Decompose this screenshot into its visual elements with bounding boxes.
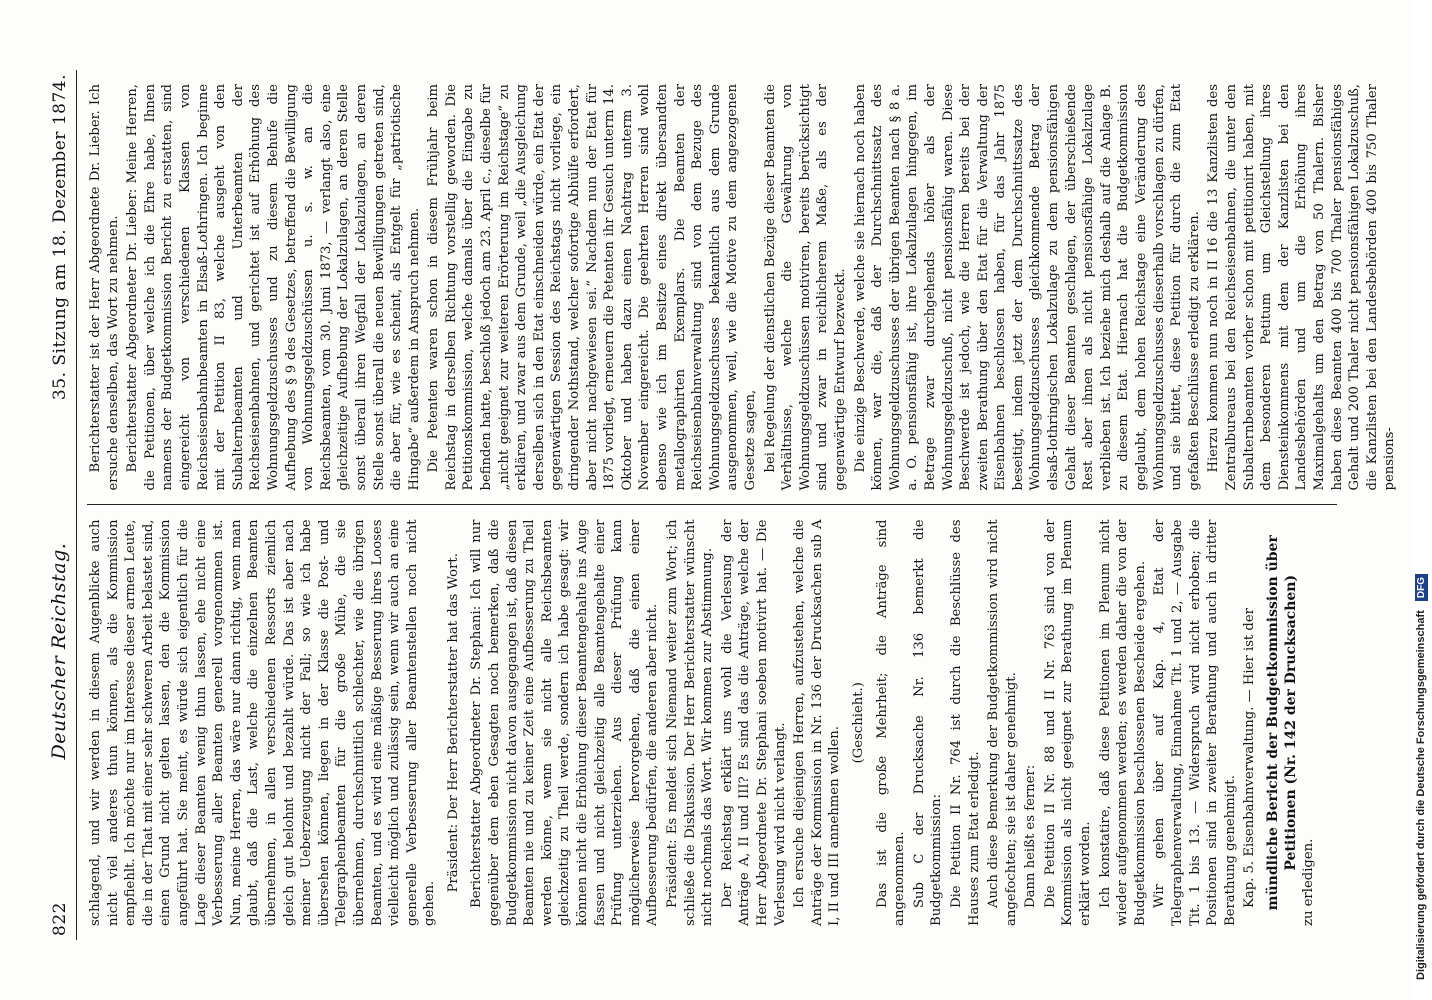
- paragraph: Auch diese Bemerkung der Budgetkommission wird nicht angefochten; sie ist daher genehmigt.: [986, 519, 1019, 926]
- paragraph: (Geschieht.): [850, 682, 866, 764]
- paragraph: Wir gehen über auf Kap. 4, Etat der Telegraphenverwaltung, Einnahme Tit. 1 und 2, — Ausgabe Tit. 1 bis 13. — Widerspruch wird nicht erhoben; die Positionen sind in zweiter Berathung und auch in dritter Berathung genehmigt.: [1152, 519, 1238, 926]
- publication-title: Deutscher Reichstag.: [48, 542, 70, 760]
- paragraph: Die Petenten waren schon in diesem Frühjahr beim Reichstag in derselben Richtung vorstellig geworden. Die Petitionskommission, welche damals über die Eingabe zu befinden hatte, beschloß jedoch am 23. April c., dieselbe für „nicht geeignet zur weiteren Erörterung im Reichstage“ zu erklären, und zwar aus dem Grunde, weil „die Ausgleichung derselben sich in den Etat einschneiden würde, ein Etat der gegenwärtigen Session des Reichstags nicht vorliege, ein dringender Nothstand, welcher sofortige Abhülfe erfordert, aber nicht nachgewiesen sei.“ Nachdem nun der Etat für 1875 vorliegt, erneuern die Petenten ihr Gesuch unterm 14. Oktober und haben dazu einen Nachtrag unterm 3. November eingereicht. Die geehrten Herren sind wohl ebenso wie ich im Besitze eines direkt übersandten metallographirten Exemplars. Die Beamten der Reichseisenbahnverwaltung sind von dem Bezuge des Wohnungsgeldzuschusses bekanntlich aus dem Grunde ausgenommen, weil, wie die Motive zu dem angezogenen Gesetze sagen,: [426, 84, 758, 491]
- paragraph: Der Reichstag erklärt uns wohl die Verlesung der Anträge A, II und III? Es sind das die Anträge, welche der Herr Abgeordnete Dr. Stephani soeben motivirt hat. — Die Verlesung wird nicht verlangt.: [719, 519, 788, 926]
- paragraph: Ich ersuche diejenigen Herren, aufzustehen, welche die Anträge der Kommission in Nr. 136 der Drucksachen sub A I, II und III annehmen wollen.: [792, 519, 843, 926]
- dfg-logo: DFG: [1415, 574, 1428, 601]
- paragraph: mündliche Bericht der Budgetkommission über Petitionen (Nr. 142 der Drucksachen): [1265, 535, 1299, 911]
- paragraph: Die Petition II Nr. 88 und II Nr. 763 sind von der Kommission als nicht geeignet zur Berathung im Plenum erklärt worden.: [1042, 519, 1094, 926]
- paragraph: zu erledigen.: [1301, 838, 1317, 926]
- paragraph: Das ist die große Mehrheit; die Anträge sind angenommen.: [874, 519, 908, 926]
- paragraph: Dann heißt es ferner:: [1023, 764, 1039, 908]
- paragraph: Berichterstatter Abgeordneter Dr. Lieber: Meine Herren, die Petitionen, über welche ich die Ehre habe, Ihnen namens der Budgetkommission Bericht zu erstatten, sind eingereicht von verschiedenen Klassen von Reichseisenbahnbeamten in Elsaß-Lothringen. Ich beginne mit der Petition II 83, welche ausgeht von den Subalternbeamten und Unterbeamten der Reichseisenbahnen, und gerichtet ist auf Erhöhung des Wohnungsgeldzuschusses und zu diesem Behufe die Aufhebung des § 9 des Gesetzes, betreffend die Bewilligung von Wohnungsgeldzuschüssen u. s. w. an die Reichsbeamten, vom 30. Juni 1873, — verlangt also, eine gleichzeitige Aufhebung der Lokalzulagen, an deren Stelle sonst überall ihren Wegfall der Lokalzulagen, an deren Stelle sonst überall die neuen Bewilligungen getreten sind, die aber für, wie es scheint, als Entgelt für „patriotische Hingabe“ außerdem in Anspruch nehmen.: [125, 84, 422, 491]
- session-title: 35. Sitzung am 18. Dezember 1874.: [50, 74, 70, 401]
- paragraph: Die Petition II Nr. 764 ist durch die Beschlüsse des Hauses zum Etat erledigt.: [948, 519, 982, 926]
- paragraph: Berichterstatter Abgeordneter Dr. Stephani: Ich will nur gegenüber dem eben Gesagten noch bemerken, daß die Budgetkommission nicht davon ausgegangen ist, daß diesen Beamten nie und zu keiner Zeit eine Aufbesserung zu Theil werden könne, wenn sie nicht alle Reichsbeamten gleichzeitig zu Theil werde, sondern ich habe gesagt: wir können nicht die Erhöhung dieser Beamtengehalte ins Auge fassen und nicht gleichzeitig alle Beamtengehalte einer Prüfung unterziehen. Aus dieser Prüfung kann möglicherweise hervorgehen, daß die einen einer Aufbesserung bedürfen, die anderen aber nicht.: [469, 519, 661, 926]
- paragraph: Kap. 5. Eisenbahnverwaltung. — Hier ist der: [1242, 608, 1258, 908]
- credit-line: [1411, 20, 1432, 980]
- page-number: 822: [50, 902, 70, 936]
- text-columns: [87, 70, 1398, 940]
- paragraph: bei Regelung der dienstlichen Bezüge dieser Beamten die Verhältnisse, welche die Gewährung von Wohnungsgeldzuschüssen motiviren, bereits berücksichtigt sind und zwar in reichlicherem Maße, als es der gegenwärtige Entwurf bezweckt.: [762, 84, 848, 491]
- left-column: [87, 506, 1337, 941]
- running-head: [48, 70, 77, 940]
- paragraph: Präsident: Es meldet sich Niemand weiter zum Wort; ich schließe die Diskussion. Der Herr Berichterstatter wünscht nicht nochmals das Wort. Wir kommen zur Abstimmung.: [665, 519, 716, 926]
- right-column: [87, 70, 1398, 506]
- paragraph: Die einzige Beschwerde, welche sie hiernach noch haben können, war die, daß der Durchschnittssatz des Wohnungsgeldzuschusses der übrigen Beamten nach § 8 a. a. O. pensionsfähig ist, ihre Lokalzulagen hingegen, im Betrage zwar durchgehends höher als der Wohnungsgeldzuschuß, nicht pensionsfähig waren. Diese Beschwerde ist jedoch, wie die Herren bereits bei der zweiten Berathung über den Etat für die Verwaltung der Eisenbahnen beschlossen haben, für das Jahr 1875 beseitigt, indem jetzt der dem Durchschnittssatze des Wohnungsgeldzuschusses gleichkommende Betrag der elsaß-lothringischen Lokalzulage zu dem pensionsfähigen Gehalt dieser Beamten geschlagen, der überschießende Rest aber ihnen als nicht pensionsfähige Lokalzulage verblieben ist. Ich beziehe mich deshalb auf die Anlage B. zu diesem Etat. Hiernach hat die Budgetkommission geglaubt, dem hohen Reichstage eine Veränderung des Wohnungsgeldzuschusses dieserhalb vorschlagen zu dürfen, und sie bittet, diese Petition für durch die zum Etat gefaßten Beschlüsse erledigt zu erklären.: [852, 84, 1202, 491]
- paragraph: Sub C der Drucksache Nr. 136 bemerkt die Budgetkommission:: [911, 519, 945, 926]
- paragraph: Berichterstatter ist der Herr Abgeordnete Dr. Lieber. Ich ersuche denselben, das Wort zu nehmen.: [88, 84, 121, 491]
- paragraph: Hierzu kommen nun noch in II 16 die 13 Kanzlisten des Zentralbureaus bei den Reichseisenbahnen, die unter den Subalternbeamten vorher schon mit petitionirt haben, mit dem besonderen Petitum um Gleichstellung ihres Diensteinkommens mit dem der Kanzlisten bei den Landesbehörden und um die Erhöhung ihres Maximalgehalts um den Betrag von 50 Thalern. Bisher haben diese Beamten 400 bis 700 Thaler pensionsfähiges Gehalt und 200 Thaler nicht pensionsfähigen Lokalzuschuß, die Kanzlisten bei den Landesbehörden 400 bis 750 Thaler pensions-: [1206, 84, 1398, 491]
- paragraph: schlagend, und wir werden in diesem Augenblicke auch nicht viel anderes thun können, als die Kommission empfiehlt. Ich möchte nur im Interesse dieser armen Leute, die in der That mit einer sehr schweren Arbeit belastet sind, einen Grund nicht gelten lassen, den die Kommission angeführt hat. Sie meint, es würde sich eigentlich für die Lage dieser Beamten wenig thun lassen, ehe nicht eine Verbesserung aller Beamten generell vorgenommen ist. Nun, meine Herren, das wäre nur dann richtig, wenn man glaubt, daß die Last, welche die einzelnen Beamten übernehmen, in allen verschiedenen Ressorts ziemlich gleich gut belohnt und bezahlt würde. Das ist aber nach meiner Ueberzeugung nicht der Fall; so wie ich habe übersehen können, liegen in der Klasse die Post- und Telegraphenbeamten für die große Mühe, die sie übernehmen, durchschnittlich schlechter, wie die übrigen Beamten, und es wird eine mäßige Besserung ihres Looses vielleicht möglich und zulässig sein, wenn wir auch an eine generelle Verbesserung aller Beamtenstellen noch nicht gehen.: [88, 519, 438, 926]
- paragraph: Ich konstatire, daß diese Petitionen im Plenum nicht wieder aufgenommen werden; es werden daher die von der Budgetkommission beschlossenen Bescheide ergehen.: [1097, 519, 1148, 926]
- paragraph: Präsident: Der Herr Berichterstatter hat das Wort.: [445, 553, 461, 893]
- credit-text: Digitalisierung gefördert durch die Deutsche Forschungsgemeinschaft: [1415, 610, 1427, 980]
